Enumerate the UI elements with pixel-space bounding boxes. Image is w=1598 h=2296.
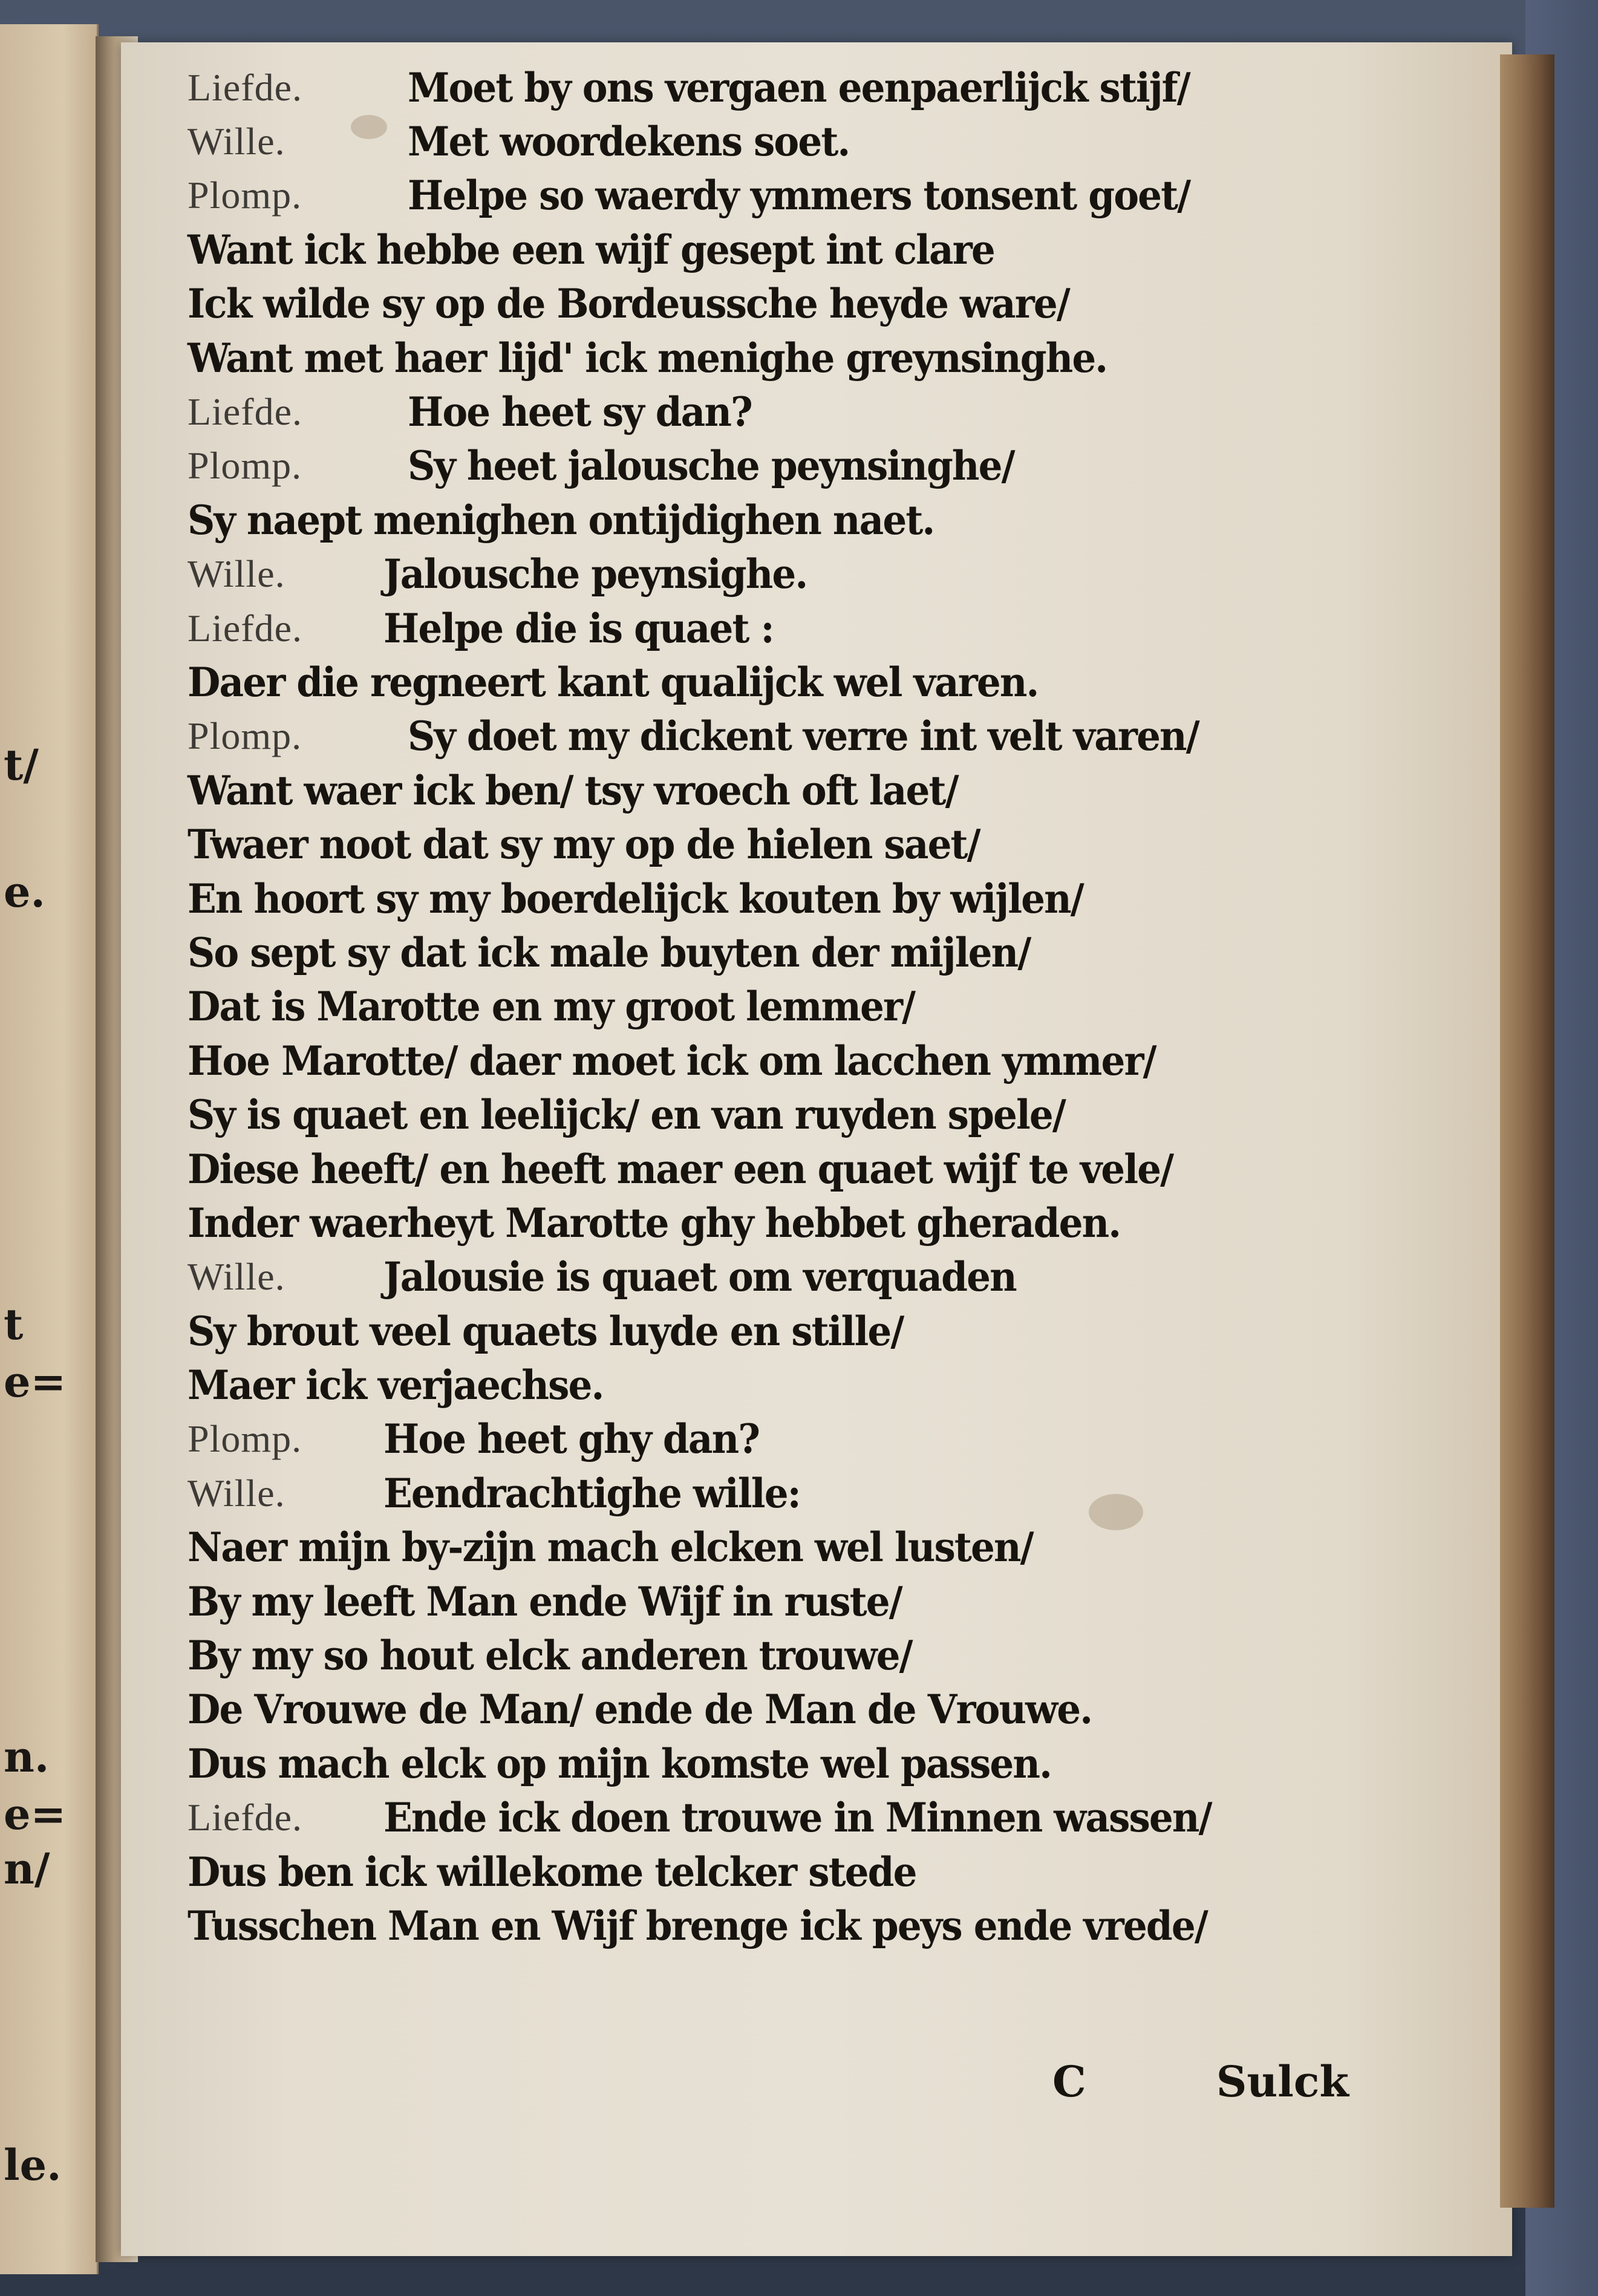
verse-text: Sy brout veel quaets luyde en stille/ <box>188 1307 904 1355</box>
verse-line <box>188 1521 1397 1574</box>
catchword: Sulck <box>1216 2056 1349 2107</box>
verse-line <box>188 277 1397 331</box>
verse-text: Eendrachtighe wille: <box>383 1469 800 1517</box>
verse-line <box>188 385 1397 439</box>
verse-line <box>188 763 1397 817</box>
verse-line <box>188 980 1397 1034</box>
verse-line <box>188 872 1397 925</box>
verse-text: Want waer ick ben/ tsy vroech oft laet/ <box>188 766 958 814</box>
left-page-fragment: n. <box>4 1732 50 1782</box>
speaker-label: Plomp. <box>188 444 302 488</box>
verse-line <box>188 114 1397 168</box>
verse-line <box>188 493 1397 547</box>
verse-text: Want met haer lijd' ick menighe greynsinghe. <box>188 334 1107 382</box>
speaker-label: Liefde. <box>188 390 302 434</box>
speaker-label: Wille. <box>188 552 285 596</box>
verse-text: Daer die regneert kant qualijck wel varen. <box>188 658 1039 706</box>
verse-text: Dat is Marotte en my groot lemmer/ <box>188 983 915 1031</box>
verse-line <box>188 60 1397 114</box>
verse-line <box>188 1899 1397 1952</box>
verse-line <box>188 223 1397 276</box>
left-page-fragment: n/ <box>4 1844 50 1894</box>
verse-text: Jalousie is quaet om verquaden <box>383 1253 1016 1301</box>
speaker-label: Wille. <box>188 1255 285 1299</box>
verse-text: Tusschen Man en Wijf brenge ick peys ende vrede/ <box>188 1902 1207 1949</box>
verse-text: Sy is quaet en leelijck/ en van ruyden spele/ <box>188 1091 1065 1139</box>
verse-line <box>188 1628 1397 1682</box>
verse-line <box>188 547 1397 601</box>
left-page-fragment: t <box>4 1299 24 1349</box>
speaker-label: Liefde. <box>188 606 302 650</box>
verse-text: Inder waerheyt Marotte ghy hebbet gheraden. <box>188 1199 1121 1247</box>
verse-text: By my leeft Man ende Wijf in ruste/ <box>188 1577 902 1625</box>
speaker-label: Liefde. <box>188 1796 302 1839</box>
verse-text: Moet by ons vergaen eenpaerlijck stijf/ <box>408 64 1190 111</box>
speaker-label: Plomp. <box>188 174 302 217</box>
verse-line <box>188 1737 1397 1790</box>
verse-text: Hoe heet ghy dan? <box>383 1415 760 1463</box>
verse-text: Sy naept menighen ontijdighen naet. <box>188 496 934 544</box>
verse-line <box>188 655 1397 709</box>
verse-text: Sy heet jalousche peynsinghe/ <box>408 442 1014 490</box>
verse-line <box>188 1574 1397 1628</box>
verse-line <box>188 1412 1397 1466</box>
verse-line <box>188 1304 1397 1358</box>
verse-line <box>188 169 1397 223</box>
verse-line <box>188 439 1397 493</box>
speaker-label: Plomp. <box>188 714 302 758</box>
speaker-label: Liefde. <box>188 65 302 109</box>
verse-text: Ick wilde sy op de Bordeussche heyde ware/ <box>188 280 1069 328</box>
verse-line <box>188 709 1397 763</box>
left-page <box>0 24 99 2274</box>
verse-line <box>188 601 1397 655</box>
left-page-fragment: t/ <box>4 740 39 790</box>
verse-text: Helpe so waerdy ymmers tonsent goet/ <box>408 172 1190 220</box>
verse-text: So sept sy dat ick male buyten der mijlen/ <box>188 928 1031 976</box>
left-page-fragment: e= <box>4 1357 67 1407</box>
verse-text: De Vrouwe de Man/ ende de Man de Vrouwe. <box>188 1686 1092 1733</box>
speaker-label: Wille. <box>188 120 285 163</box>
verse-text: Maer ick verjaechse. <box>188 1362 604 1409</box>
signature-mark: C <box>1052 2056 1086 2107</box>
verse-text: Twaer noot dat sy my op de hielen saet/ <box>188 821 980 869</box>
left-page-fragment: e= <box>4 1789 67 1839</box>
verse-text-block <box>188 60 1397 1953</box>
verse-text: Hoe Marotte/ daer moet ick om lacchen ymmer/ <box>188 1037 1156 1084</box>
verse-line <box>188 925 1397 979</box>
verse-text: Jalousche peynsighe. <box>383 550 807 598</box>
left-page-fragment: le. <box>4 2140 62 2190</box>
left-page-fragment: e. <box>4 867 45 917</box>
verse-line <box>188 1196 1397 1250</box>
verse-text: Naer mijn by-zijn mach elcken wel lusten/ <box>188 1524 1033 1571</box>
verse-line <box>188 1791 1397 1845</box>
verse-text: Hoe heet sy dan? <box>408 388 752 436</box>
verse-text: By my so hout elck anderen trouwe/ <box>188 1632 912 1680</box>
verse-line <box>188 1683 1397 1737</box>
speaker-label: Wille. <box>188 1471 285 1515</box>
verse-line <box>188 331 1397 385</box>
verse-text: En hoort sy my boerdelijck kouten by wijlen/ <box>188 875 1083 922</box>
verse-line <box>188 1466 1397 1520</box>
verse-text: Met woordekens soet. <box>408 118 850 166</box>
verse-text: Diese heeft/ en heeft maer een quaet wijf te vele/ <box>188 1145 1173 1193</box>
verse-line <box>188 1034 1397 1088</box>
verse-text: Want ick hebbe een wijf gesept int clare <box>188 226 994 273</box>
page-footer <box>188 2056 1349 2111</box>
verse-line <box>188 1250 1397 1304</box>
verse-text: Dus mach elck op mijn komste wel passen. <box>188 1740 1052 1787</box>
verse-text: Sy doet my dickent verre int velt varen/ <box>408 713 1199 760</box>
verse-text: Helpe die is quaet : <box>383 604 774 652</box>
verse-line <box>188 817 1397 871</box>
verse-line <box>188 1088 1397 1141</box>
book-fore-edge <box>1500 54 1554 2208</box>
verse-line <box>188 1845 1397 1899</box>
verse-text: Dus ben ick willekome telcker stede <box>188 1848 916 1896</box>
verse-line <box>188 1358 1397 1412</box>
speaker-label: Plomp. <box>188 1417 302 1461</box>
verse-line <box>188 1142 1397 1196</box>
verse-text: Ende ick doen trouwe in Minnen wassen/ <box>383 1794 1212 1842</box>
